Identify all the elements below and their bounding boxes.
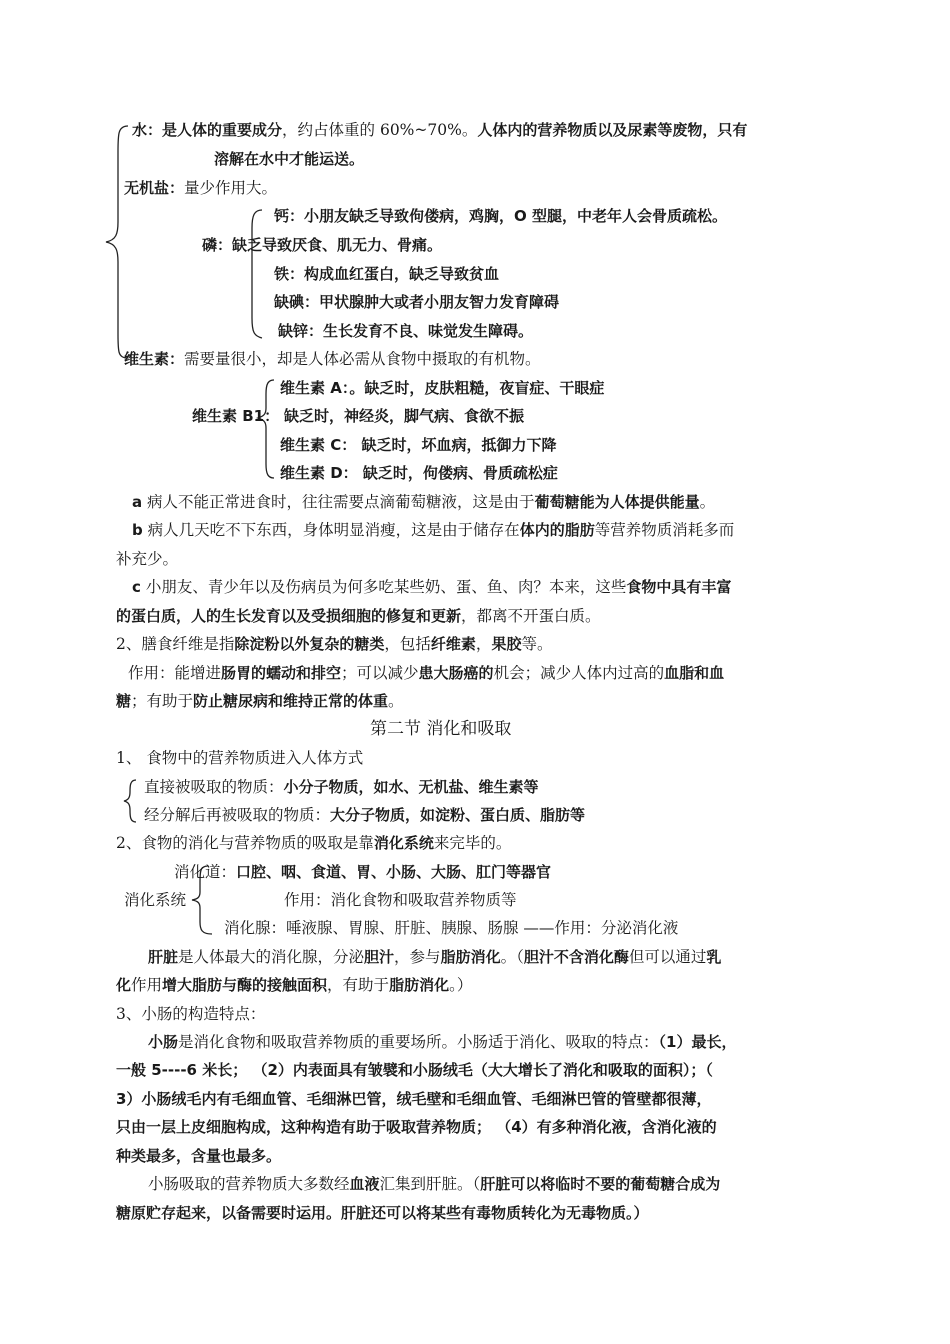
line-c-cont: 的蛋白质，人的生长发育以及受损细胞的修复和更新，都离不开蛋白质。 [116, 607, 601, 625]
line-b: b 病人几天吃不下东西，身体明显消瘦，这是由于储存在体内的脂肪等营养物质消耗多而 [132, 521, 735, 539]
line-vitamin-a: 维生素 A：。缺乏时，皮肤粗糙，夜盲症、干眼症 [280, 379, 605, 397]
line-direct-absorb: 直接被吸取的物质：小分子物质，如水、无机盐、维生素等 [144, 778, 539, 796]
line-system-function: 作用：消化食物和吸取营养物质等 [284, 891, 517, 909]
line-absorption: 小肠吸取的营养物质大多数经血液汇集到肝脏。（肝脏可以将临时不要的葡萄糖合成为 [148, 1175, 721, 1193]
line-water-cont: 溶解在水中才能运送。 [214, 150, 365, 168]
line-tract: 消化道：口腔、咽、食道、胃、小肠、大肠、肛门等器官 [174, 863, 552, 881]
brace-absorption [122, 778, 142, 824]
line-calcium: 钙：小朋友缺乏导致佝偻病，鸡胸，O 型腿，中老年人会骨质疏松。 [274, 207, 727, 225]
line-fiber-use-cont: 糖；有助于防止糖尿病和维持正常的体重。 [116, 692, 404, 710]
line-b-cont: 补充少。 [116, 550, 179, 568]
brace-vitamins [256, 378, 280, 482]
line-liver: 肝脏是人体最大的消化腺，分泌胆汁，参与脂肪消化。（胆汁不含消化酶但可以通过乳 [148, 948, 722, 966]
line-iron: 铁：构成血红蛋白，缺乏导致贫血 [274, 265, 500, 283]
line-vitamin-b1-label: 维生素 B1： [192, 407, 280, 425]
line-s3: 3、小肠的构造特点： [116, 1005, 266, 1023]
line-liver-cont: 化作用增大脂肪与酶的接触面积，有助于脂肪消化。） [116, 976, 473, 994]
line-glands: 消化腺：唾液腺、胃腺、肝脏、胰腺、肠腺 ——作用：分泌消化液 [224, 919, 679, 937]
line-fiber-use: 作用：能增进肠胃的蠕动和排空；可以减少患大肠癌的机会；减少人体内过高的血脂和血 [128, 664, 725, 682]
line-small-intestine-2: 一般 5----6 米长； （2）内表面具有皱襞和小肠绒毛（大大增长了消化和吸取的面积）；（ [116, 1061, 713, 1079]
line-phosphorus: 磷：缺乏导致厌食、肌无力、骨痛。 [202, 236, 443, 254]
section-title: 第二节 消化和吸取 [370, 719, 512, 739]
line-vitamin-b1: 缺乏时，神经炎，脚气病、食欲不振 [284, 407, 525, 425]
brace-left-large [104, 122, 134, 362]
line-a: a 病人不能正常进食时，往往需要点滴葡萄糖液，这是由于葡萄糖能为人体提供能量。 [132, 493, 716, 511]
line-fiber: 2、膳食纤维是指除淀粉以外复杂的糖类，包括纤维素，果胶等。 [116, 635, 553, 653]
line-vitamins: 维生素：需要量很小，却是人体必需从食物中摄取的有机物。 [124, 350, 541, 368]
line-minerals: 无机盐：量少作用大。 [124, 179, 278, 197]
line-s1: 1、 食物中的营养物质进入人体方式 [116, 749, 364, 767]
line-digest-absorb: 经分解后再被吸取的物质：大分子物质，如淀粉、蛋白质、脂肪等 [144, 806, 586, 824]
line-c: c 小朋友、青少年以及伤病员为何多吃某些奶、蛋、鱼、肉？本来，这些食物中具有丰富 [132, 578, 732, 596]
line-iodine: 缺碘：甲状腺肿大或者小朋友智力发育障碍 [274, 293, 560, 311]
brace-minerals [240, 208, 270, 348]
line-absorption-cont: 糖原贮存起来，以备需要时运用。肝脏还可以将某些有毒物质转化为无毒物质。） [116, 1204, 649, 1222]
line-vitamin-d: 维生素 D： 缺乏时，佝偻病、骨质疏松症 [280, 464, 558, 482]
line-small-intestine-5: 种类最多，含量也最多。 [116, 1147, 282, 1165]
line-vitamin-c: 维生素 C： 缺乏时，坏血病，抵御力下降 [280, 436, 557, 454]
line-water: 水：是人体的重要成分，约占体重的 60%~70%。人体内的营养物质以及尿素等废物，只有 [132, 121, 748, 139]
line-small-intestine-3: 3）小肠绒毛内有毛细血管、毛细淋巴管，绒毛壁和毛细血管、毛细淋巴管的管壁都很薄， [116, 1090, 712, 1108]
line-zinc: 缺锌：生长发育不良、味觉发生障碍。 [278, 322, 534, 340]
line-small-intestine-4: 只由一层上皮细胞构成，这种构造有助于吸取营养物质； （4）有多种消化液，含消化液的 [116, 1118, 717, 1136]
line-system-label: 消化系统 [124, 891, 187, 909]
line-small-intestine-1: 小肠是消化食物和吸取营养物质的重要场所。小肠适于消化、吸取的特点：（1）最长， [148, 1033, 737, 1051]
line-s2: 2、食物的消化与营养物质的吸取是靠消化系统来完毕的。 [116, 834, 512, 852]
